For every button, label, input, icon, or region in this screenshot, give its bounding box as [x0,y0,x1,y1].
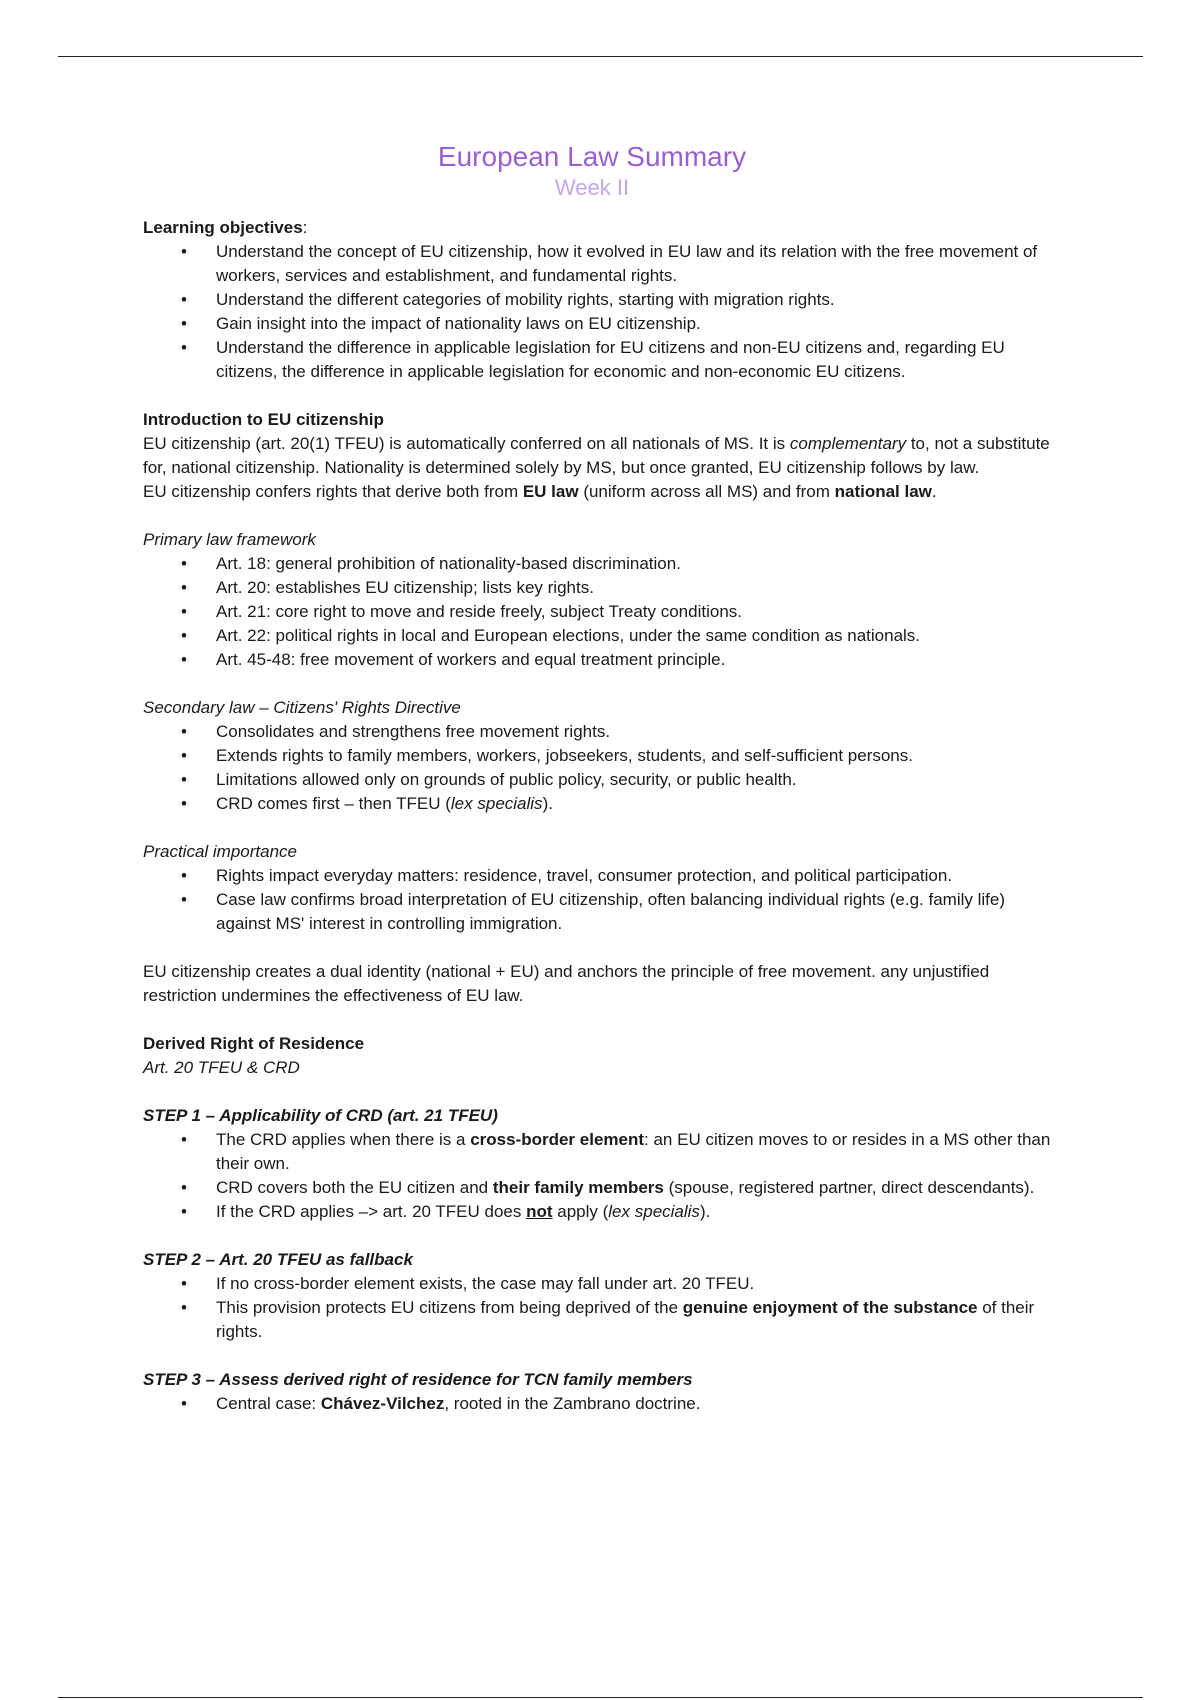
primary-law-list [143,552,1063,672]
learning-objectives-list [143,240,1063,384]
list-item: • Rights impact everyday matters: residence, travel, consumer protection, and political participation. [143,864,1063,888]
list-item: • If no cross-border element exists, the case may fall under art. 20 TFEU. [143,1272,1063,1296]
conclusion-paragraph: EU citizenship creates a dual identity (national + EU) and anchors the principle of free movement. any unjustified restriction undermines the effectiveness of EU law. [143,962,990,1005]
practical-importance-list [143,864,1063,936]
intro-paragraph-1: EU citizenship (art. 20(1) TFEU) is automatically conferred on all nationals of MS. It is complementary to, not a substitute for, national citizenship. Nationality is determined solely by MS, but once granted, EU citizenship follows by law. [143,434,1050,477]
list-item: • Case law confirms broad interpretation of EU citizenship, often balancing individual rights (e.g. family life) against MS' interest in controlling immigration. [143,888,1063,936]
list-item: • Understand the different categories of mobility rights, starting with migration rights. [143,288,1063,312]
list-item: • The CRD applies when there is a cross-border element: an EU citizen moves to or resides in a MS other than their own. [143,1128,1063,1176]
secondary-law-list [143,720,1063,816]
list-item: • CRD comes first – then TFEU (lex specialis). [143,792,1063,816]
list-item: • This provision protects EU citizens from being deprived of the genuine enjoyment of the substance of their rights. [143,1296,1063,1344]
intro-heading: Introduction to EU citizenship [143,410,384,429]
document-body [143,140,1063,1416]
footer-rule [58,1697,1143,1698]
step-2-list [143,1272,1063,1344]
document-subtitle: Week II [554,175,630,200]
list-item: • If the CRD applies –> art. 20 TFEU does not apply (lex specialis). [143,1200,1063,1224]
list-item: • Understand the concept of EU citizenship, how it evolved in EU law and its relation with the free movement of workers, services and establishment, and fundamental rights. [143,240,1063,288]
list-item: • CRD covers both the EU citizen and their family members (spouse, registered partner, direct descendants). [143,1176,1063,1200]
list-item: • Understand the difference in applicable legislation for EU citizens and non-EU citizens and, regarding EU citizens, the difference in applicable legislation for economic and non-economic EU citizens. [143,336,1063,384]
list-item: • Art. 21: core right to move and reside freely, subject Treaty conditions. [143,600,1063,624]
list-item: • Art. 18: general prohibition of nationality-based discrimination. [143,552,1063,576]
step-2-heading: STEP 2 – Art. 20 TFEU as fallback [143,1250,413,1269]
list-item: • Gain insight into the impact of nationality laws on EU citizenship. [143,312,1063,336]
list-item: • Art. 45-48: free movement of workers and equal treatment principle. [143,648,1063,672]
step-1-list [143,1128,1063,1224]
primary-law-heading: Primary law framework [143,530,316,549]
derived-residence-heading: Derived Right of Residence [143,1034,365,1053]
secondary-law-heading: Secondary law – Citizens' Rights Directive [143,698,461,717]
step-1-heading: STEP 1 – Applicability of CRD (art. 21 TFEU) [143,1106,498,1125]
learning-objectives-heading: Learning objectives: [143,218,308,237]
list-item: • Central case: Chávez-Vilchez, rooted in the Zambrano doctrine. [143,1392,1063,1416]
document-title: European Law Summary [437,141,747,172]
list-item: • Art. 22: political rights in local and European elections, under the same condition as nationals. [143,624,1063,648]
list-item: • Limitations allowed only on grounds of public policy, security, or public health. [143,768,1063,792]
list-item: • Art. 20: establishes EU citizenship; lists key rights. [143,576,1063,600]
practical-importance-heading: Practical importance [143,842,298,861]
list-item: • Consolidates and strengthens free movement rights. [143,720,1063,744]
header-rule [58,56,1143,57]
intro-paragraph-2: EU citizenship confers rights that derive both from EU law (uniform across all MS) and from national law. [143,482,937,501]
step-3-list [143,1392,1063,1416]
list-item: • Extends rights to family members, workers, jobseekers, students, and self-sufficient persons. [143,744,1063,768]
derived-residence-subheading: Art. 20 TFEU & CRD [143,1058,300,1077]
step-3-heading: STEP 3 – Assess derived right of residence for TCN family members [143,1370,693,1389]
